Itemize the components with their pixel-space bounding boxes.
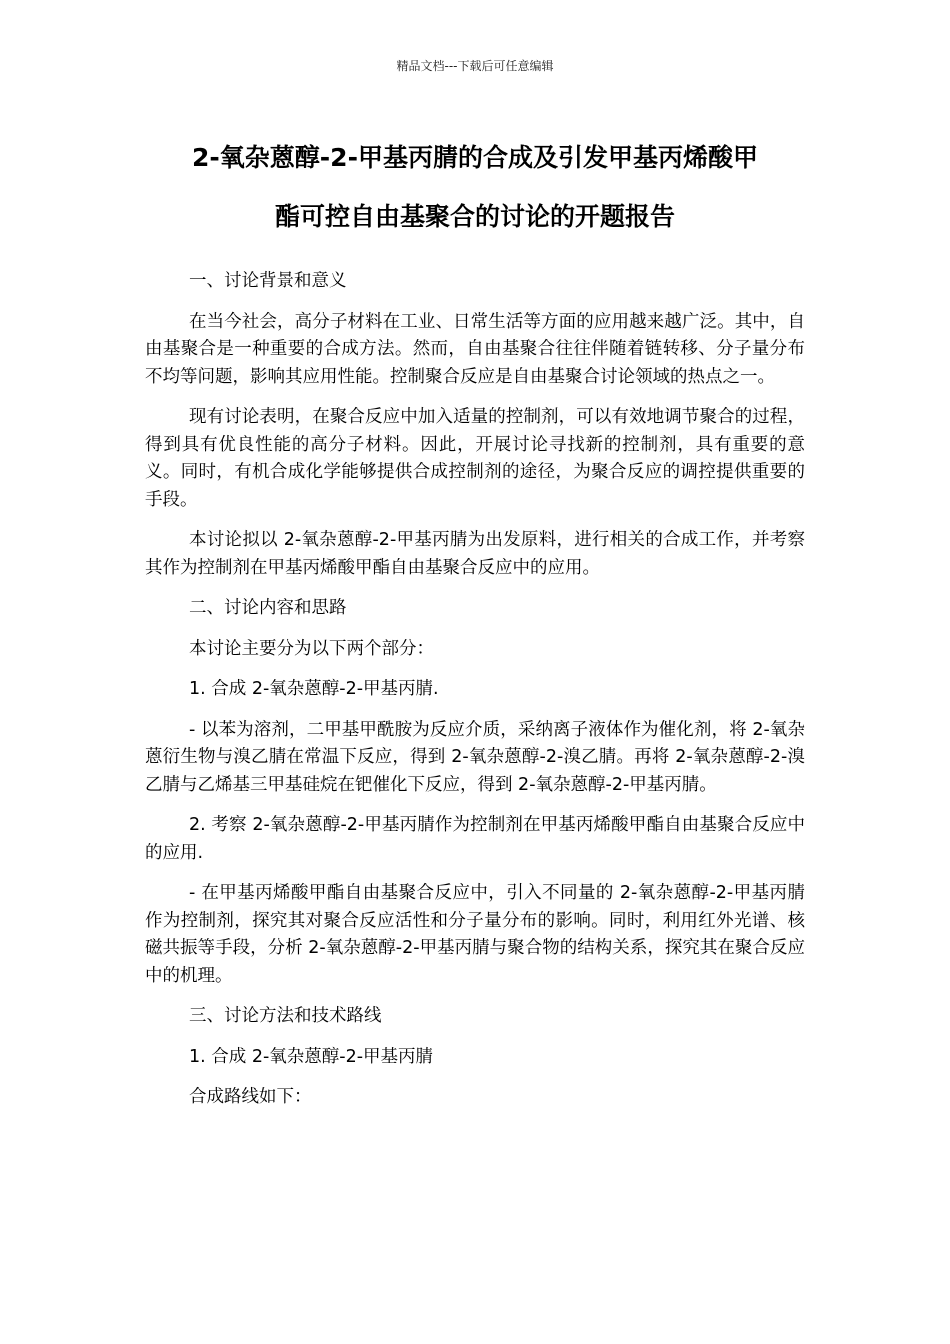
paragraph: 本讨论主要分为以下两个部分： bbox=[189, 638, 434, 659]
document-title-line-2: 酯可控自由基聚合的讨论的开题报告 bbox=[274, 202, 675, 231]
document-title-line-1: 2-氧杂蒽醇-2-甲基丙腈的合成及引发甲基丙烯酸甲 bbox=[192, 143, 758, 172]
paragraph: 合成路线如下： bbox=[189, 1087, 312, 1107]
list-item: 1. 合成 2-氧杂蒽醇-2-甲基丙腈 bbox=[189, 1046, 434, 1067]
section-heading-methods: 三、讨论方法和技术路线 bbox=[189, 1006, 382, 1026]
document-body bbox=[145, 268, 805, 1125]
section-heading-content: 二、讨论内容和思路 bbox=[189, 598, 347, 618]
paragraph: 本讨论拟以 2-氧杂蒽醇-2-甲基丙腈为出发原料，进行相关的合成工作，并考察其作为控制剂在甲基丙烯酸甲酯自由基聚合反应中的应用。 bbox=[145, 530, 805, 578]
document-title bbox=[145, 128, 805, 246]
page-header-note: 精品文档---下载后可任意编辑 bbox=[396, 59, 554, 73]
paragraph: 现有讨论表明，在聚合反应中加入适量的控制剂，可以有效地调节聚合的过程，得到具有优良性能的高分子材料。因此，开展讨论寻找新的控制剂，具有重要的意义。同时，有机合成化学能够提供合成控制剂的途径，为聚合反应的调控提供重要的手段。 bbox=[145, 407, 805, 510]
list-item: 2. 考察 2-氧杂蒽醇-2-甲基丙腈作为控制剂在甲基丙烯酸甲酯自由基聚合反应中的应用. bbox=[145, 815, 805, 863]
list-item-detail: - 以苯为溶剂，二甲基甲酰胺为反应介质，采纳离子液体作为催化剂，将 2-氧杂蒽衍生物与溴乙腈在常温下反应，得到 2-氧杂蒽醇-2-溴乙腈。再将 2-氧杂蒽醇-2-溴乙腈与乙烯基三甲基硅烷在钯催化下反应，得到 2-氧杂蒽醇-2-甲基丙腈。 bbox=[145, 719, 805, 795]
list-item-detail: - 在甲基丙烯酸甲酯自由基聚合反应中，引入不同量的 2-氧杂蒽醇-2-甲基丙腈作为控制剂，探究其对聚合反应活性和分子量分布的影响。同时，利用红外光谱、核磁共振等手段，分析 2-氧杂蒽醇-2-甲基丙腈与聚合物的结构关系，探究其在聚合反应中的机理。 bbox=[145, 883, 805, 986]
section-heading-background: 一、讨论背景和意义 bbox=[189, 271, 347, 291]
paragraph: 在当今社会，高分子材料在工业、日常生活等方面的应用越来越广泛。其中，自由基聚合是一种重要的合成方法。然而，自由基聚合往往伴随着链转移、分子量分布不均等问题，影响其应用性能。控制聚合反应是自由基聚合讨论领域的热点之一。 bbox=[145, 311, 805, 387]
list-item: 1. 合成 2-氧杂蒽醇-2-甲基丙腈. bbox=[189, 679, 439, 699]
